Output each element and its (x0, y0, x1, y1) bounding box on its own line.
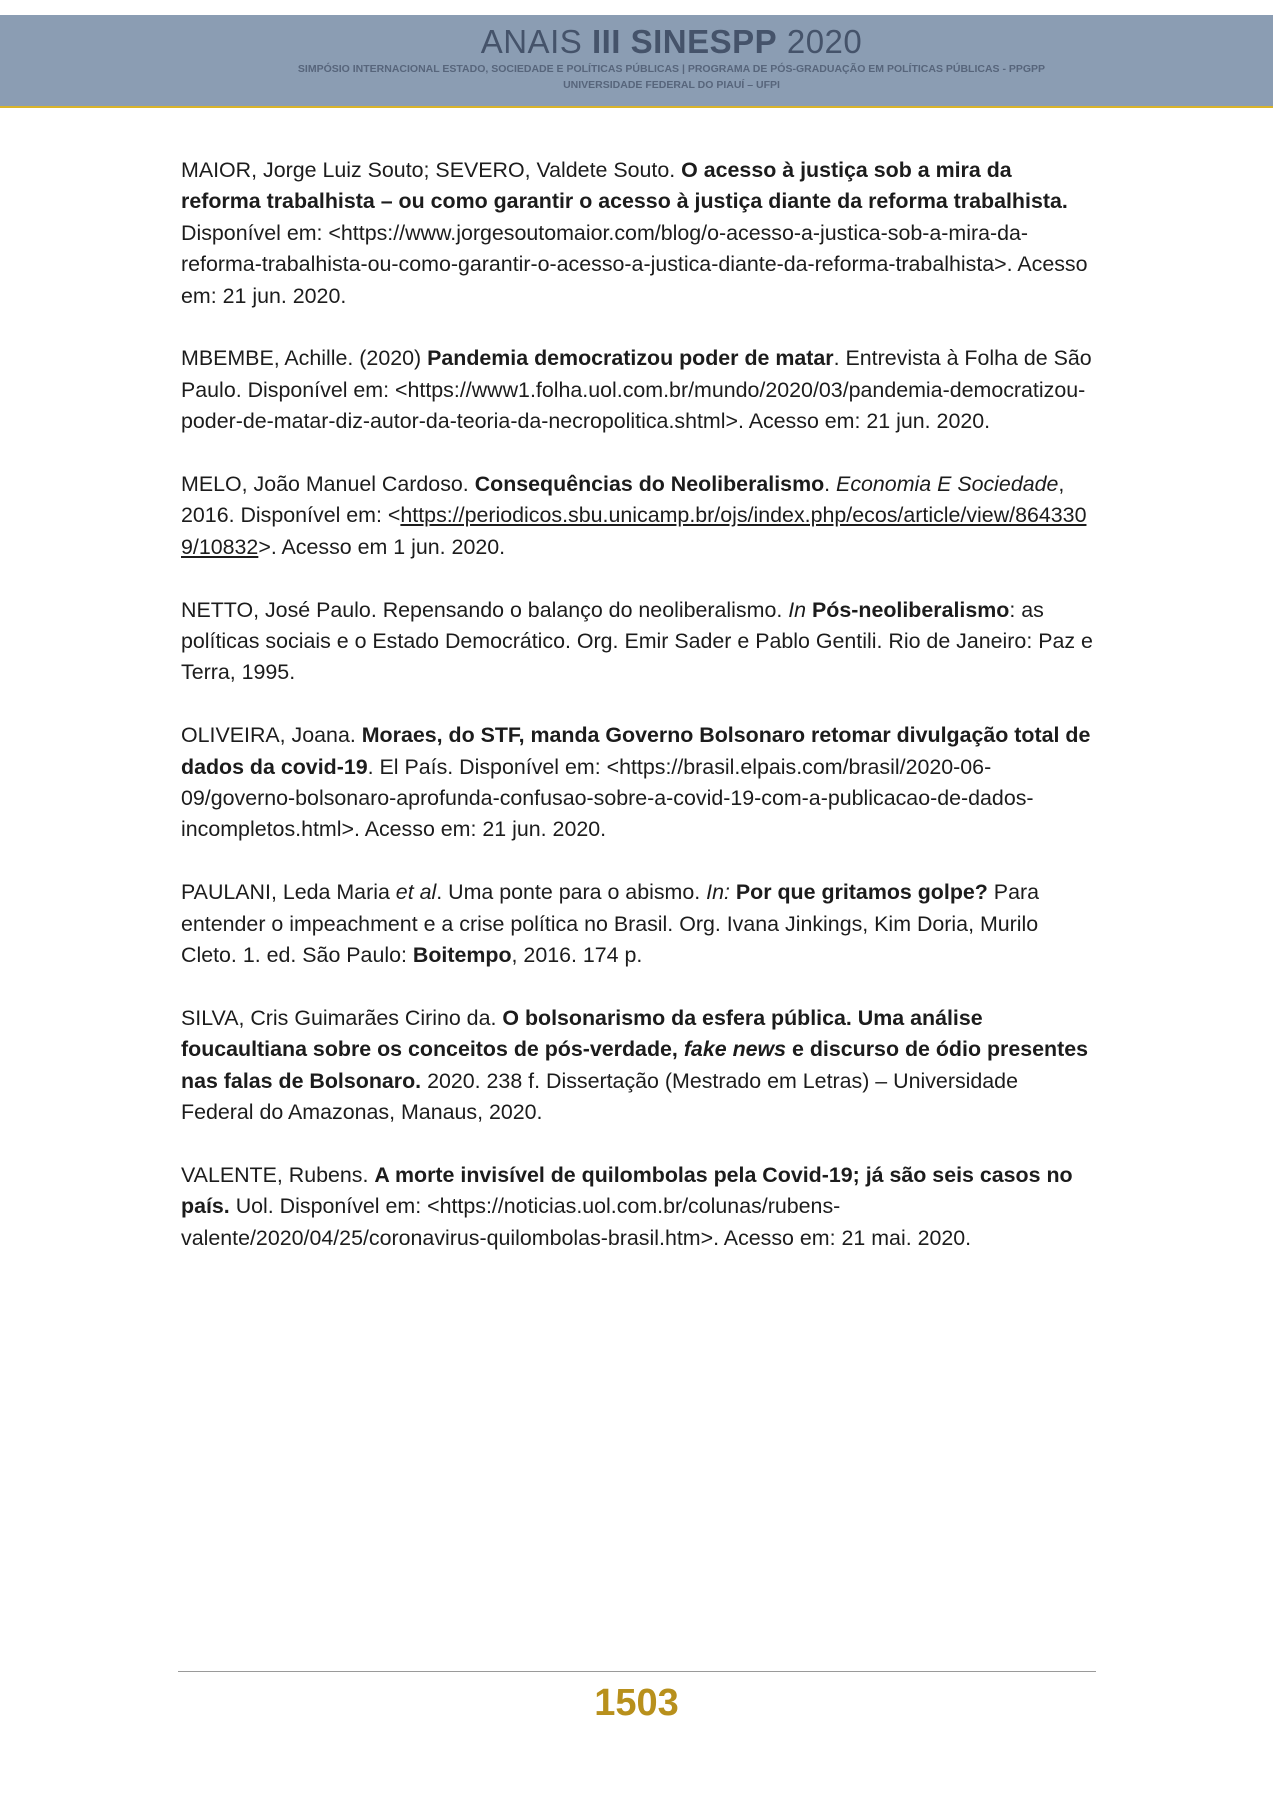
reference-list (181, 155, 1093, 1286)
reference-maior: MAIOR, Jorge Luiz Souto; SEVERO, Valdete Souto. O acesso à justiça sob a mira da reforma trabalhista – ou como garantir o acesso à justiça diante da reforma trabalhista. Disponível em: <https://www.jorgesoutomaior.com/blog/o-acesso-a-justica-sob-a-mira-da-reforma-trabalhista-ou-como-garantir-o-acesso-a-justica-diante-da-reforma-trabalhista>. Acesso em: 21 jun. 2020. (181, 158, 1088, 308)
reference-silva: SILVA, Cris Guimarães Cirino da. O bolsonarismo da esfera pública. Uma análise foucaultiana sobre os conceitos de pós-verdade, fake news e discurso de ódio presentes nas falas de Bolsonaro. 2020. 238 f. Dissertação (Mestrado em Letras) – Universidade Federal do Amazonas, Manaus, 2020. (181, 1005, 1089, 1125)
title-year: 2020 (786, 23, 863, 60)
reference-valente: VALENTE, Rubens. A morte invisível de quilombolas pela Covid-19; já são seis casos no país. Uol. Disponível em: <https://noticias.uol.com.br/colunas/rubens-valente/2020/04/25/coronavirus-quilombolas-brasil.htm>. Acesso em: 21 mai. 2020. (181, 1162, 1073, 1250)
title-strong: III SINESPP (591, 23, 778, 60)
reference-mbembe: MBEMBE, Achille. (2020) Pandemia democratizou poder de matar. Entrevista à Folha de São Paulo. Disponível em: <https://www1.folha.uol.com.br/mundo/2020/03/pandemia-democratizou-poder-de-matar-diz-autor-da-teoria-da-necropolitica.shtml>. Acesso em: 21 jun. 2020. (181, 346, 1092, 434)
reference-link[interactable]: https://periodicos.sbu.unicamp.br/ojs/index.php/ecos/article/view/8643309/10832 (181, 503, 1087, 559)
reference-melo: MELO, João Manuel Cardoso. Consequências do Neoliberalismo. Economia E Sociedade, 2016. Disponível em: <https://periodicos.sbu.unicamp.br/ojs/index.php/ecos/article/view/8643309/10832>. Acesso em 1 jun. 2020. (181, 472, 1087, 559)
title-prefix: ANAIS (480, 23, 583, 60)
header-title (70, 23, 1273, 61)
reference-paulani: PAULANI, Leda Maria et al. Uma ponte para o abismo. In: Por que gritamos golpe? Para entender o impeachment e a crise política no Brasil. Org. Ivana Jinkings, Kim Doria, Murilo Cleto. 1. ed. São Paulo: Boitempo, 2016. 174 p. (181, 880, 1039, 968)
footer-divider (178, 1671, 1096, 1672)
page-number: 1503 (594, 1682, 679, 1724)
reference-netto: NETTO, José Paulo. Repensando o balanço do neoliberalismo. In Pós-neoliberalismo: as políticas sociais e o Estado Democrático. Org. Emir Sader e Pablo Gentili. Rio de Janeiro: Paz e Terra, 1995. (181, 597, 1093, 685)
header-subtitle-line2: UNIVERSIDADE FEDERAL DO PIAUÍ – UFPI (563, 79, 780, 91)
page-header (0, 15, 1273, 108)
reference-oliveira: OLIVEIRA, Joana. Moraes, do STF, manda Governo Bolsonaro retomar divulgação total de dados da covid-19. El País. Disponível em: <https://brasil.elpais.com/brasil/2020-06-09/governo-bolsonaro-aprofunda-confusao-sobre-a-covid-19-com-a-publicacao-de-dados-incompletos.html>. Acesso em: 21 jun. 2020. (181, 723, 1091, 842)
header-subtitle-line1: SIMPÓSIO INTERNACIONAL ESTADO, SOCIEDADE E POLÍTICAS PÚBLICAS | PROGRAMA DE PÓS-GRADUAÇÃO EM POLÍTICAS PÚBLICAS - PPGPP (297, 63, 1046, 75)
